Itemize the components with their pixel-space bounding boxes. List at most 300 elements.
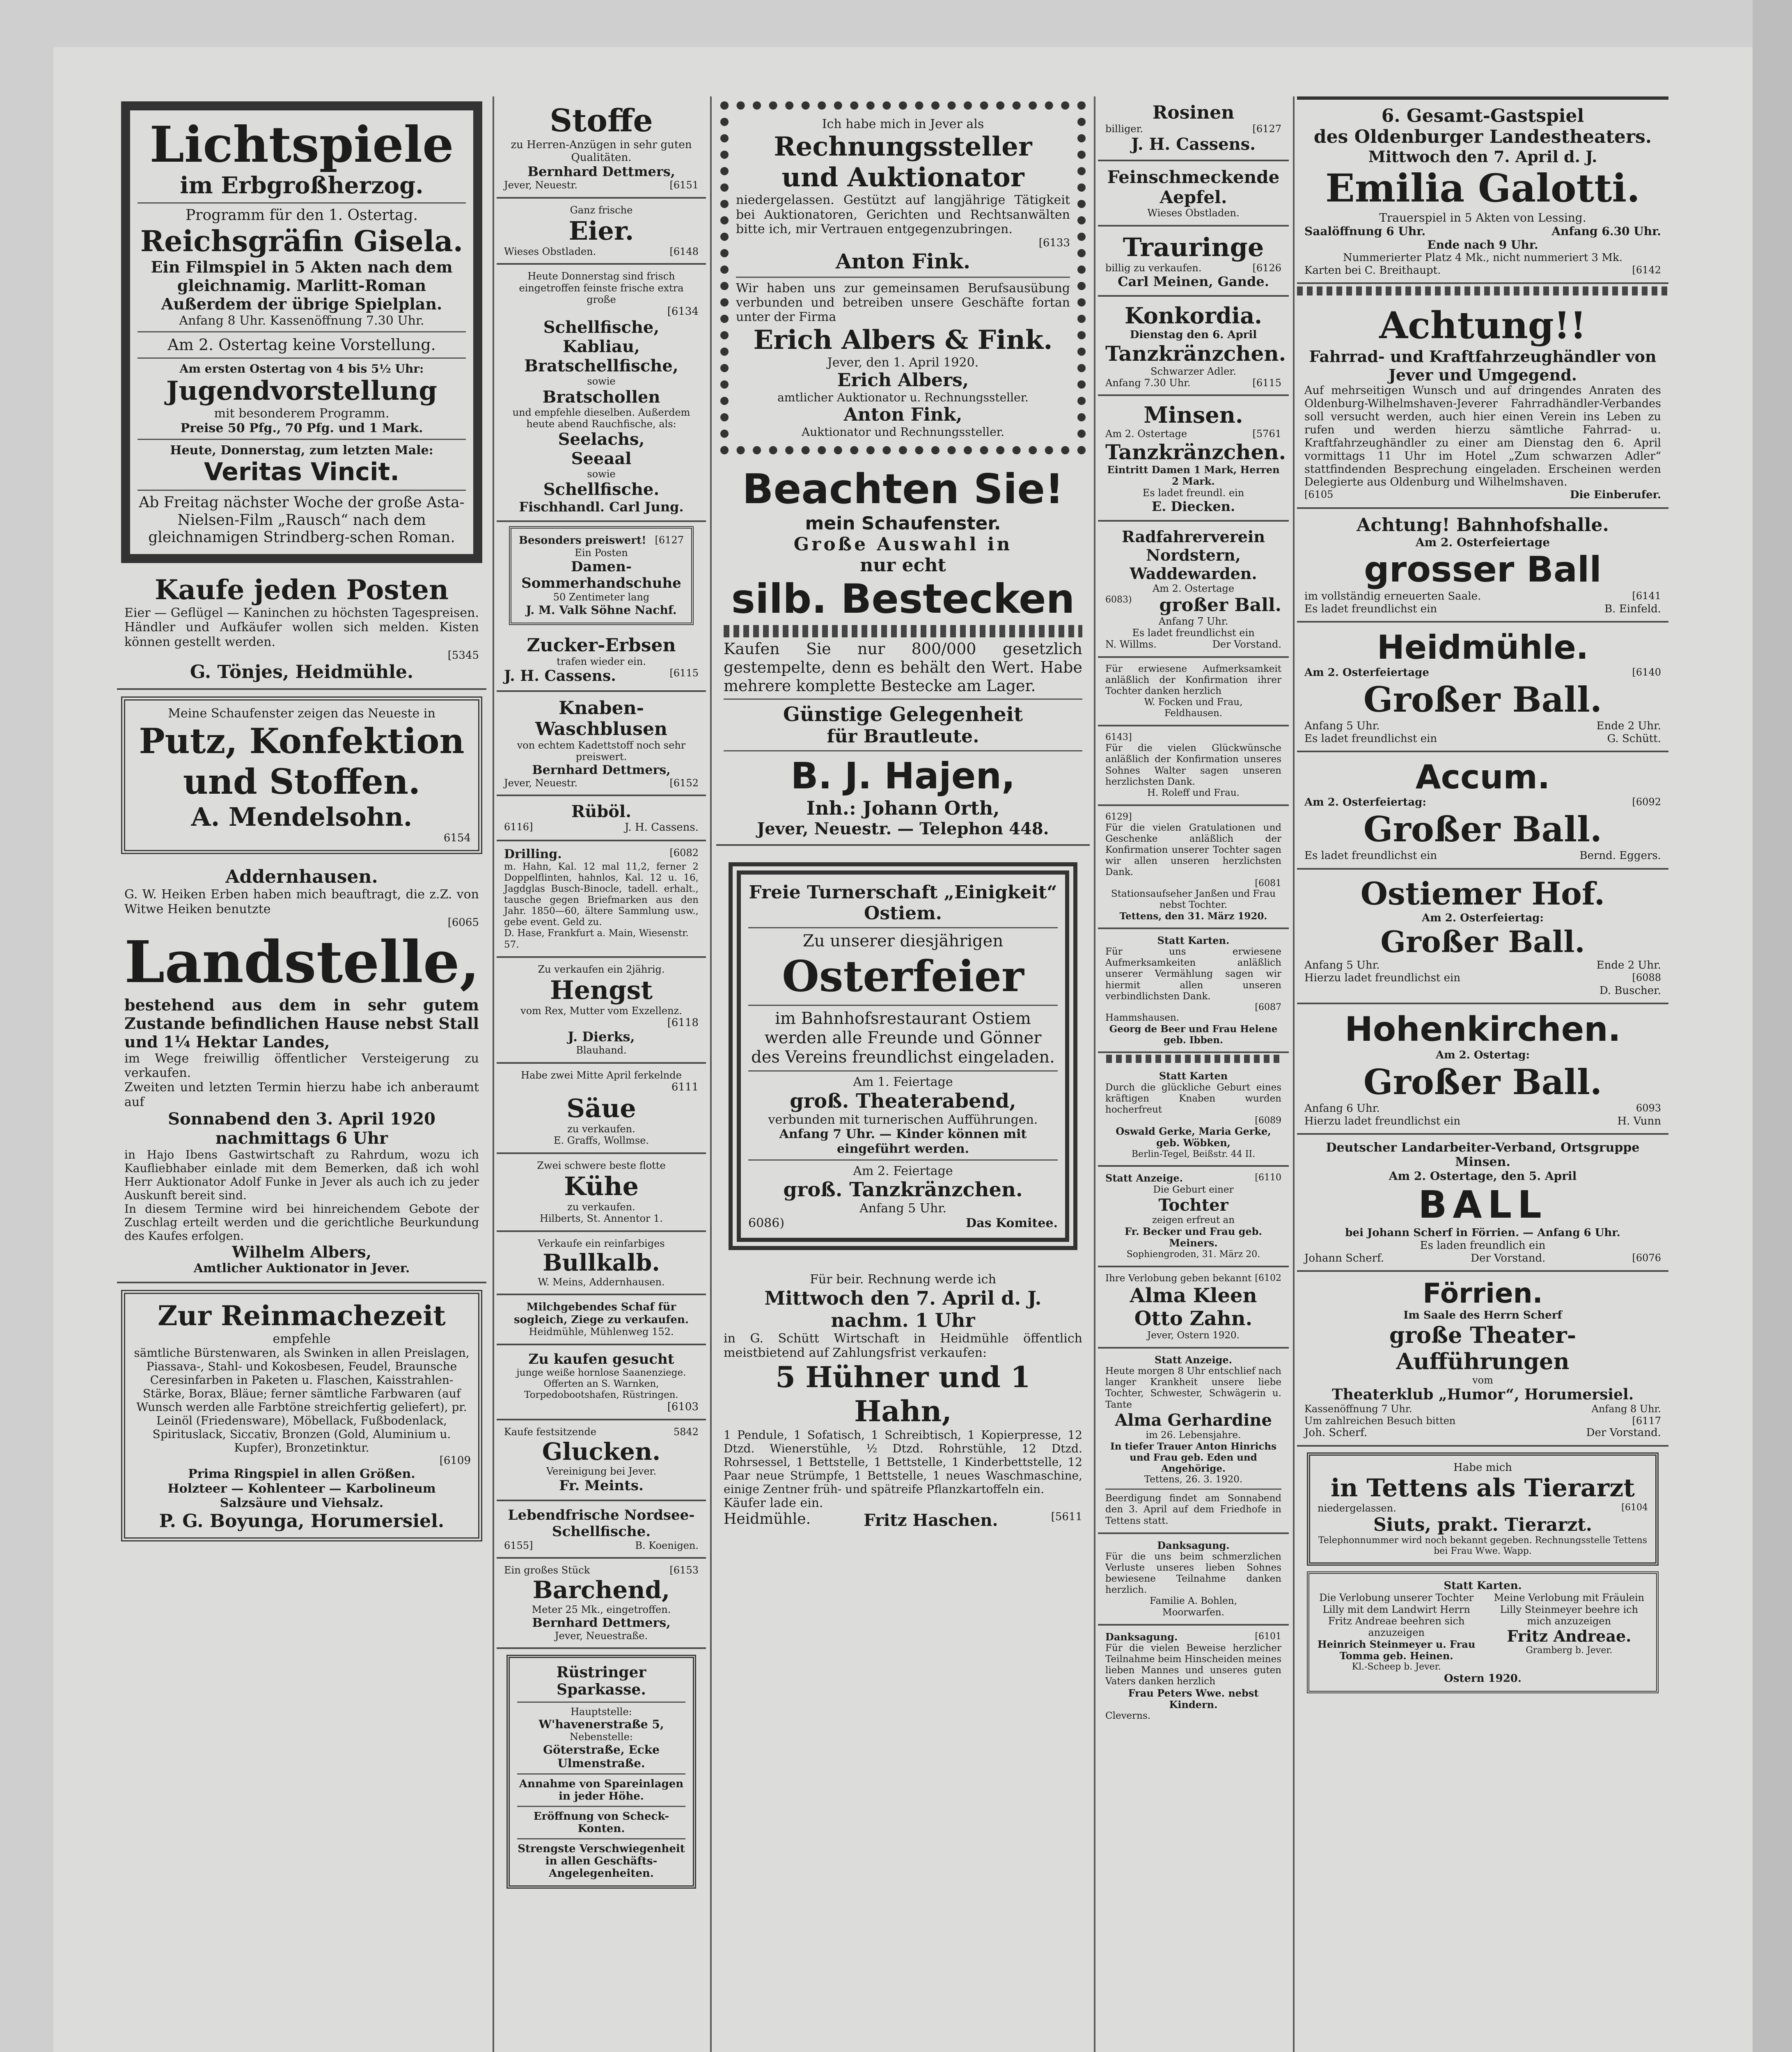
- ad-text: Ihre Verlobung geben bekannt: [1105, 1273, 1252, 1284]
- ad-ref: 6111: [671, 1081, 699, 1093]
- ad-name: J. H. Cassens.: [1131, 135, 1256, 154]
- ad-ref: [6117: [1632, 1415, 1661, 1427]
- ad-title: Landstelle,: [124, 929, 480, 996]
- ad-head: Besonders preiswert!: [519, 534, 646, 547]
- ad-ref: [6065: [447, 916, 479, 929]
- ad-handschuhe: [509, 526, 694, 625]
- ad-name: H. Vunn: [1617, 1115, 1661, 1127]
- ad-event: Tanzkränzchen.: [1105, 440, 1286, 464]
- ad-desc: bestehend aus dem in sehr gutem Zustande befindlichen Hause nebst Stall und 1¼ Hektar Landes,: [124, 996, 479, 1051]
- ad-intro: Zu verkaufen ein 2jährig.: [538, 963, 665, 975]
- ad-eier: [497, 199, 706, 265]
- ad-title: Drilling.: [504, 847, 562, 861]
- ad-glucken: [497, 1420, 706, 1501]
- column-rule: [493, 96, 494, 2052]
- divider: [517, 1702, 685, 1703]
- ad-line2: und Stoffen.: [183, 761, 421, 802]
- ad-ref: [6103: [667, 1401, 699, 1413]
- service-item: Eröffnung von Scheck-Konten.: [533, 1810, 669, 1835]
- ad-name: Bernd. Eggers.: [1579, 850, 1661, 862]
- ad-text: in G. Schütt Wirtschaft in Heidmühle öffentlich meistbietend auf Zahlungsfrist verkaufen:: [724, 1331, 1082, 1360]
- ad-name: Stationsaufseher Janßen und Frau nebst Tochter.: [1111, 888, 1276, 910]
- ad-title: Lichtspiele: [149, 116, 454, 174]
- ad-text: in Hajo Ibens Gastwirtschaft zu Rahrdum, wozu ich Kaufliebhaber einlade mit dem Bemerken, daß ich wohl Herr Auktionator Adolf Funke in Jever als auch ich zu jeder Auskunft bereit sind.: [124, 1148, 479, 1202]
- ad-invite: Hierzu ladet freundlichst ein: [1304, 1115, 1461, 1127]
- ad-thanks-1: [1098, 658, 1289, 727]
- ad-org: Freie Turnerschaft „Einigkeit“ Ostiem.: [749, 882, 1057, 924]
- ad-ref: 5842: [673, 1426, 699, 1438]
- ad-row: [1304, 959, 1661, 972]
- ad-title: Feinschmeckende Aepfel.: [1107, 167, 1280, 208]
- ad-event: große Theater-Aufführungen: [1389, 1322, 1577, 1375]
- service-item: Strengste Verschwiegenheit in allen Geschäfts-Angelegenheiten.: [518, 1842, 685, 1880]
- divider: [137, 357, 466, 359]
- ad-ostiemer: [1297, 870, 1668, 1005]
- column-rule: [1094, 96, 1095, 2052]
- ad-text: trafen wieder ein.: [557, 655, 646, 667]
- ad-head: Statt Karten.: [1444, 1579, 1522, 1592]
- divider: [137, 331, 466, 332]
- ad-name: D. Buscher.: [1599, 984, 1661, 997]
- ad-family: In tiefer Trauer Anton Hinrichs und Frau geb. Eden und Angehörige.: [1110, 1441, 1277, 1475]
- divider: [1106, 1055, 1281, 1063]
- ad-tierarzt: [1307, 1452, 1659, 1566]
- ad-title: Förrien.: [1423, 1278, 1543, 1310]
- divider: [724, 750, 1082, 751]
- ad-text: Für die vielen Glückwünsche anläßlich der Konfirmation unseres Sohnes Walter sagen unseren herzlichsten Dank.: [1105, 743, 1281, 787]
- ad-name: G. Schütt.: [1607, 732, 1661, 745]
- column-4: [1098, 96, 1289, 2052]
- ad-place: Moorwarfen.: [1162, 1607, 1224, 1618]
- start-time: Anfang 5 Uhr.: [1304, 720, 1380, 733]
- start-time-2: Anfang 5 Uhr.: [859, 1201, 946, 1216]
- extra-line: Außerdem der übrige Spielplan.: [161, 295, 442, 314]
- day-1: Am 1. Feiertage: [853, 1075, 953, 1090]
- ad-name: Alma Gerhardine: [1115, 1410, 1272, 1430]
- ad-text: von echtem Kadettstoff noch sehr preiswert.: [517, 740, 686, 763]
- ad-footer: [504, 1540, 699, 1551]
- ad-row: [1304, 796, 1661, 809]
- ad-konkordia: [1098, 297, 1289, 396]
- program-line: Programm für den 1. Ostertag.: [186, 207, 418, 224]
- ad-drilling: [497, 841, 706, 958]
- ad-ref: [6105: [1304, 489, 1334, 501]
- ad-title: Kaufe jeden Posten: [155, 573, 449, 606]
- ad-addr: Jever, Neuestraße.: [555, 1630, 648, 1642]
- ad-rings: Prima Ringspiel in allen Größen.: [188, 1467, 415, 1482]
- ad-row: [1105, 595, 1281, 616]
- ad-name: P. G. Boyunga, Horumersiel.: [159, 1510, 445, 1532]
- ad-ref: [6118: [667, 1017, 699, 1029]
- ad-invite: Es ladet freundlichst ein: [1304, 602, 1437, 615]
- ad-board: Der Vorstand.: [1586, 1427, 1661, 1439]
- ad-owner: Inh.: Johann Orth,: [806, 797, 1000, 819]
- ad-bahnhof: [1297, 509, 1668, 623]
- ad-row: [1304, 972, 1661, 985]
- ad-ask: Um zahlreichen Besuch bitten: [1304, 1415, 1456, 1427]
- ad-name: E. Graffs, Wollmse.: [553, 1135, 649, 1147]
- ad-row: [1304, 1102, 1661, 1115]
- ad-footer: [1105, 639, 1281, 650]
- ad-text: In diesem Termine wird bei hinreichendem Gebote der Zuschlag erteilt werden und die gerichtliche Beurkundung des Kaufes erfolgen.: [124, 1202, 479, 1243]
- youth-note: Am ersten Ostertag von 4 bis 5½ Uhr:: [179, 362, 424, 376]
- ad-text: Für die uns beim schmerzlichen Verluste unseres lieben Sohnes bewiesene Teilnahme danken herzlich.: [1105, 1551, 1281, 1596]
- column-2: [497, 96, 706, 2052]
- ad-row: [1105, 1173, 1281, 1184]
- ad-intro: Zu unserer diesjährigen: [802, 931, 1004, 950]
- ad-place: Heidmühle.: [724, 1510, 811, 1528]
- ad-name: Carl Meinen, Gande.: [1118, 273, 1269, 289]
- ad-line2: nur echt: [860, 555, 946, 576]
- ad-title: Knaben-Waschblusen: [535, 698, 667, 740]
- ad-fink: [720, 101, 1086, 454]
- fish-item: Seelachs,: [558, 430, 645, 449]
- ad-date: Ostern 1920.: [1444, 1672, 1522, 1685]
- divider: [137, 490, 466, 491]
- ad-ruboel: [497, 796, 706, 841]
- ad-landstelle: [117, 861, 486, 1283]
- ad-text: junge weiße hornlose Saanenziege. Offerten an S. Warnken, Torpedobootshafen, Rüstringen.: [516, 1367, 686, 1401]
- friday-line: Ab Freitag nächster Woche der große Asta-Nielsen-Film „Rausch“ nach dem gleichnamigen Strindberg-schen Roman.: [139, 494, 465, 546]
- ad-header: [504, 1564, 699, 1576]
- ad-for: für Brautleute.: [827, 726, 979, 747]
- fish-item: Seeaal: [571, 449, 632, 469]
- ad-title: Radfahrerverein Nordstern, Waddewarden.: [1122, 527, 1265, 583]
- ad-title: Bullkalb.: [543, 1249, 660, 1276]
- ad-role: Amtlicher Auktionator in Jever.: [193, 1261, 410, 1276]
- ad-birth: [1098, 1065, 1289, 1167]
- ad-ref: 6083): [1105, 594, 1132, 605]
- ad-subtitle: im Erbgroßherzog.: [180, 172, 424, 199]
- ad-mid: und empfehle dieselben. Außerdem heute abend Rauchfische, als:: [512, 406, 690, 430]
- ad-event: Großer Ball.: [1363, 809, 1602, 850]
- ad-ref: [6142: [1632, 264, 1661, 276]
- ad-intro: Ich habe mich in Jever als: [822, 117, 984, 131]
- ad-name: W. Focken und Frau,: [1144, 697, 1243, 708]
- ad-head: Statt Anzeige.: [1155, 1353, 1232, 1366]
- divider: [748, 1070, 1058, 1072]
- ad-addr: Jever, Neuestr.: [504, 777, 577, 789]
- ad-ref: 6086): [748, 1216, 785, 1230]
- ad-shop: Wieses Obstladen.: [504, 245, 596, 257]
- ad-sparkasse: [506, 1655, 696, 1889]
- prices-line: Preise 50 Pfg., 70 Pfg. und 1 Mark.: [180, 421, 423, 435]
- ad-head: Statt Anzeige.: [1105, 1172, 1183, 1184]
- ad-row: [1304, 603, 1661, 616]
- ad-text: zu verkaufen.: [567, 1123, 635, 1135]
- ad-event: Großer Ball.: [1363, 1062, 1602, 1103]
- ad-ref: [6110: [1255, 1173, 1281, 1183]
- ad-row: [1105, 123, 1281, 135]
- ad-row: [1105, 428, 1281, 440]
- ad-time: Anfang 7 Uhr.: [1158, 615, 1228, 627]
- ad-saeue: [497, 1064, 706, 1154]
- ad-name: B. Koenigen.: [635, 1539, 699, 1551]
- ad-text: Für die vielen Gratulationen und Geschenke anläßlich der Konfirmation unserer Tochter sagen wir allen unseren herzlichsten Dank.: [1105, 822, 1281, 878]
- ad-text: Zweiten und letzten Termin hierzu habe ich anberaumt auf: [124, 1080, 479, 1109]
- ad-row: [1304, 666, 1661, 679]
- ad-name: Bernhard Dettmers,: [532, 763, 671, 777]
- ad-thanks-2: [1098, 726, 1289, 806]
- ad-text: sämtliche Bürstenwaren, als Swinken in allen Preislagen, Piassava-, Stahl- und Kokosbesen, Feudel, Braunsche Ceresinfarben in Paketen u. Flaschen, Kaisstrahlen-Stärke, Borax, Bläue; ferner sämtliche Farbwaren (auf Wunsch werden alle Farbtöne streichfertig geliefert), pr. Leinöl (Friedensware), Möbellack, Fußbodenlack, Spirituslack, Siccativ, Bronzen (Gold, Aluminium u. Kupfer), Bronzetinktur.: [134, 1346, 470, 1455]
- ad-title: Achtung!!: [1379, 304, 1586, 348]
- ad-event: Großer Ball.: [1363, 679, 1602, 720]
- ad-text: Auf mehrseitigen Wunsch und auf dringendes Anraten des Oldenburg-Wilhelmshaven-Jeverer Fahrradhändler-Verbandes soll versucht werden, auch hier einen Verein ins Leben zu rufen und werden hierzu sämtliche Fahrrad- u. Kraftfahrzeughändler zu einer am Dienstag den 6. April vormittags 11 Uhr im Hotel „Zum schwarzen Adler“ stattfindenden Besprechung eingeladen. Erscheinen werden Delegierte aus Oldenburg und Wilhelmshaven.: [1304, 384, 1661, 489]
- divider: [724, 699, 1082, 700]
- ad-theater: [1297, 96, 1668, 284]
- ad-title: Zur Reinmachezeit: [158, 1299, 446, 1332]
- ad-more: Holzteer — Kohlenteer — Karbolineum Salzsäure und Viehsalz.: [167, 1481, 436, 1511]
- ad-row: [1318, 1502, 1648, 1514]
- ad-place: Addernhausen.: [225, 866, 378, 888]
- ad-date: Dienstag den 6. April: [1130, 328, 1257, 341]
- column-rule: [1293, 96, 1295, 2052]
- event-1: groß. Theaterabend,: [790, 1089, 1016, 1113]
- ad-row: [1105, 1273, 1281, 1284]
- fish-item: Kabliau,: [563, 337, 640, 357]
- role-1: amtlicher Auktionator u. Rechnungssteller.: [777, 391, 1029, 405]
- ad-intro: Heute Donnerstag sind frisch eingetroffen feinste frische extra große: [519, 270, 684, 305]
- ad-day: Am 2. Osterfeiertag:: [1304, 796, 1426, 809]
- ad-event: großer Ball.: [1159, 594, 1281, 616]
- ad-footer: [504, 246, 699, 257]
- ad-header: [519, 534, 684, 547]
- ad-offer: Günstige Gelegenheit: [783, 703, 1023, 726]
- ad-board: Der Vorstand.: [1212, 639, 1281, 650]
- name-1: Alma Kleen: [1130, 1284, 1257, 1307]
- ad-text: Heute morgen 8 Uhr entschlief nach langer Krankheit unsere liebe Tochter, Schwester, Schwägerin u. Tante: [1105, 1366, 1281, 1410]
- divider: [1105, 1489, 1281, 1490]
- ad-ref: [6087: [1255, 1002, 1281, 1012]
- ad-title: Konkordia.: [1125, 302, 1262, 329]
- ad-text: Eier — Geflügel — Kaninchen zu höchsten Tagespreisen. Händler und Aufkäufer wollen sich melden. Kisten können gestellt werden.: [124, 605, 479, 649]
- ad-footer: [504, 777, 699, 789]
- ad-text: Meter 25 Mk., eingetroffen.: [532, 1604, 671, 1616]
- ad-date: Mittwoch den 7. April d. J.: [1368, 147, 1597, 166]
- ad-text: zu Herren-Anzügen in sehr guten Qualitäten.: [511, 139, 692, 164]
- ad-intro: Ein Posten: [575, 547, 628, 559]
- ad-ref: [6127: [1252, 123, 1281, 135]
- end-time: Ende 2 Uhr.: [1596, 959, 1661, 972]
- ad-ref: [6153: [669, 1564, 699, 1576]
- open-time: Kassenöffnung 7 Uhr.: [1304, 1403, 1412, 1415]
- ad-ref: [6101: [1255, 1631, 1281, 1642]
- ad-title: Beachten Sie!: [742, 465, 1064, 513]
- ad-danksagung-2: [1098, 1626, 1289, 1728]
- ad-intro: Habe mich: [1453, 1461, 1512, 1474]
- left-place: Kl.-Scheep b. Jever.: [1352, 1662, 1441, 1672]
- ad-place: Cleverns.: [1105, 1711, 1151, 1722]
- auction-time: nachmittags 6 Uhr: [215, 1129, 388, 1148]
- end-time: Ende nach 9 Uhr.: [1427, 238, 1538, 252]
- start-time: Anfang 6.30 Uhr.: [1551, 224, 1661, 238]
- divider: [517, 1838, 685, 1839]
- ad-row: [1304, 1427, 1661, 1439]
- ad-ref: 6116]: [504, 821, 533, 833]
- ad-trauringe: [1098, 227, 1289, 297]
- youth-title: Jugendvorstellung: [166, 376, 437, 407]
- ad-waschblusen: [497, 692, 706, 796]
- ad-addr: Jever, Neuestr. — Telephon 448.: [757, 819, 1049, 838]
- ad-row: [1304, 1252, 1661, 1265]
- ad-ref: [6126: [1252, 262, 1281, 274]
- ad-title-2: und Auktionator: [781, 162, 1024, 193]
- ad-title: Heidmühle.: [1377, 628, 1589, 667]
- today-line: Heute, Donnerstag, zum letzten Male:: [170, 443, 433, 458]
- ad-ref: [6082: [669, 847, 699, 859]
- ad-name: B. Einfeld.: [1604, 602, 1661, 615]
- ad-text: zu verkaufen.: [567, 1201, 635, 1213]
- ad-footer: [724, 1511, 1082, 1530]
- ad-schuett: [716, 1266, 1090, 1536]
- ad-text: Milchgebendes Schaf für sogleich, Ziege zu verkaufen.: [514, 1301, 689, 1326]
- ad-engagement: [1307, 1571, 1659, 1693]
- ad-ref: 6155]: [504, 1539, 533, 1551]
- ad-name: Bernhard Dettmers,: [532, 1615, 671, 1630]
- ad-row: [1304, 850, 1661, 862]
- ad-ref: 6143]: [1105, 732, 1132, 743]
- divider: [748, 1005, 1058, 1006]
- ad-text: billig zu verkaufen.: [1105, 262, 1202, 274]
- ad-text: Für die vielen Beweise herzlicher Teilnahme beim Hinscheiden meines lieben Mannes und unseres guten Vaters danken herzlich: [1105, 1643, 1281, 1687]
- ad-text: billiger.: [1105, 123, 1143, 135]
- ad-subtitle: mein Schaufenster.: [805, 513, 1001, 534]
- ad-name: J. H. Cassens.: [504, 667, 616, 685]
- fish-item: sowie: [587, 468, 616, 480]
- column-1: [117, 96, 486, 2052]
- ad-invite: Es ladet freundl. ein: [1142, 487, 1244, 499]
- ad-invite: Es laden freundlich ein: [1420, 1239, 1546, 1252]
- ad-footer: [504, 821, 699, 834]
- ad-title: Damen-Sommerhandschuhe: [521, 559, 681, 592]
- times-line: Anfang 8 Uhr. Kassenöffnung 7.30 Uhr.: [179, 313, 424, 328]
- ad-text: niedergelassen.: [1318, 1502, 1396, 1514]
- ad-title: Trauringe: [1123, 232, 1264, 262]
- ad-ref: [6140: [1632, 666, 1661, 678]
- ad-text: Vereinigung bei Jever.: [546, 1466, 656, 1477]
- ad-row: [1105, 732, 1281, 743]
- ad-name: N. Willms.: [1105, 639, 1157, 650]
- ad-name: Fritz Haschen.: [864, 1510, 998, 1530]
- ad-pre: Ganz frische: [570, 204, 633, 216]
- divider: [748, 927, 1058, 928]
- ad-title: Rüstringer Sparkasse.: [556, 1664, 646, 1699]
- ad-day: Am 2. Ostertag:: [1435, 1049, 1530, 1062]
- ad-headline: silb. Bestecken: [731, 576, 1075, 623]
- ad-length: 50 Zentimeter lang: [553, 591, 650, 603]
- ad-text: Für erwiesene Aufmerksamkeit anläßlich der Konfirmation ihrer Tochter danken herzlich: [1105, 663, 1281, 696]
- ad-event: grosser Ball: [1364, 549, 1602, 591]
- ad-text: Durch die glückliche Geburt eines kräftigen Knaben wurden hocherfreut: [1105, 1082, 1281, 1115]
- ad-row: [1105, 262, 1281, 274]
- ad-name: Bernhard Dettmers,: [527, 164, 675, 180]
- ad-place: Im Saale des Herrn Scherf: [1403, 1309, 1562, 1322]
- ad-text: im vollständig erneuerten Saale.: [1304, 590, 1481, 603]
- ad-aepfel: [1098, 161, 1289, 226]
- ad-mendelsohn: [121, 696, 482, 854]
- branch-label: Nebenstelle:: [569, 1731, 633, 1743]
- end-time: Ende 2 Uhr.: [1596, 720, 1661, 733]
- ad-ref: [5611: [1051, 1510, 1082, 1523]
- ad-day: Am 2. Osterfeiertage: [1415, 535, 1550, 549]
- ad-day: Am 2. Ostertage: [1152, 583, 1235, 595]
- ad-schellfische: [497, 1501, 706, 1559]
- ad-intro: G. W. Heiken Erben haben mich beauftragt, die z.Z. von Witwe Heiken benutzte: [124, 887, 479, 916]
- ad-reinmache: [121, 1290, 482, 1541]
- open-time: Saalöffnung 6 Uhr.: [1304, 224, 1426, 238]
- ad-day: Am 2. Ostertage, den 5. April: [1389, 1169, 1577, 1183]
- ad-row: [1105, 1631, 1281, 1643]
- name-2: Otto Zahn.: [1134, 1307, 1253, 1330]
- ad-name: D. Hase, Frankfurt a. Main, Wiesenstr. 57.: [504, 928, 689, 950]
- ad-stoffe: [497, 96, 706, 199]
- ad-title: in Tettens als Tierarzt: [1331, 1474, 1635, 1503]
- ad-by: vom: [1472, 1374, 1493, 1386]
- ad-head: Danksagung.: [1105, 1631, 1178, 1643]
- ad-ref: [6134: [667, 305, 699, 318]
- ad-name: J. H. Cassens.: [625, 821, 699, 834]
- ad-kuehe: [497, 1154, 706, 1232]
- ad-barchend: [497, 1559, 706, 1649]
- ad-ref: [6127: [655, 534, 684, 546]
- ad-head: Statt Karten.: [1157, 934, 1230, 946]
- ad-event: Großer Ball.: [1380, 924, 1585, 960]
- ad-head: Deutscher Landarbeiter-Verband, Ortsgruppe Minsen.: [1326, 1141, 1640, 1170]
- ad-title: Minsen.: [1143, 402, 1243, 428]
- column-5: [1297, 96, 1668, 2052]
- ad-club: Theaterklub „Humor“, Horumersiel.: [1331, 1386, 1634, 1404]
- ad-turner: [729, 862, 1077, 1250]
- ad-sign: Die Einberufer.: [1570, 489, 1661, 502]
- ad-addr: Jever, Neuestr.: [504, 179, 577, 191]
- ad-invite: Es ladet freundlichst ein: [1304, 732, 1437, 745]
- ad-intro: Habe zwei Mitte April ferkelnde: [521, 1069, 682, 1081]
- ad-text: vom Rex, Mutter vom Exzellenz.: [520, 1005, 682, 1017]
- engagement-pair: [1317, 1592, 1649, 1672]
- ad-ref: 6093: [1636, 1102, 1661, 1114]
- page-edge: [1753, 0, 1792, 2052]
- ad-head: Danksagung.: [1157, 1539, 1230, 1551]
- divider: [736, 277, 1070, 278]
- ad-text: niedergelassen. Gestützt auf langjährige Tätigkeit bei Auktionatoren, Gerichten und Rechtsanwälten bitte ich, mir Vertrauen entgegenzubringen.: [736, 193, 1070, 237]
- ad-danksagung-1: [1098, 1534, 1289, 1626]
- ad-desc: Trauerspiel in 5 Akten von Lessing.: [1379, 211, 1586, 224]
- ad-hajen: [716, 459, 1090, 845]
- ad-row: [1304, 733, 1661, 745]
- ad-footer: [504, 179, 699, 191]
- ad-hengst: [497, 958, 706, 1064]
- ad-title: Kühe: [564, 1171, 639, 1201]
- ad-event: Tanzkränzchen.: [1105, 341, 1286, 366]
- ad-toenjes: [117, 568, 486, 690]
- signer-1: Erich Albers,: [837, 370, 969, 391]
- ad-place: Hammshausen.: [1105, 1012, 1180, 1023]
- start-time: Anfang 8 Uhr.: [1591, 1403, 1661, 1415]
- ad-title: Rüböl.: [571, 802, 632, 822]
- event-2: groß. Tanzkränzchen.: [783, 1178, 1023, 1202]
- ad-schaf: [497, 1295, 706, 1345]
- service-item: Annahme von Spareinlagen in jeder Höhe.: [519, 1777, 684, 1802]
- auction-date: Sonnabend den 3. April 1920: [168, 1109, 435, 1129]
- ad-name: Fr. Meints.: [559, 1477, 644, 1494]
- ad-name: Johann Scherf.: [1304, 1252, 1384, 1264]
- ad-name: Siuts, prakt. Tierarzt.: [1373, 1514, 1593, 1535]
- start-time: Anfang 7 Uhr. — Kinder können mit eingeführt werden.: [779, 1127, 1027, 1156]
- ad-title: Osterfeier: [782, 950, 1024, 1001]
- ad-row: [1304, 264, 1661, 277]
- ad-name: J. M. Valk Söhne Nachf.: [526, 603, 677, 617]
- ad-title: 5 Hühner und 1 Hahn,: [775, 1360, 1031, 1429]
